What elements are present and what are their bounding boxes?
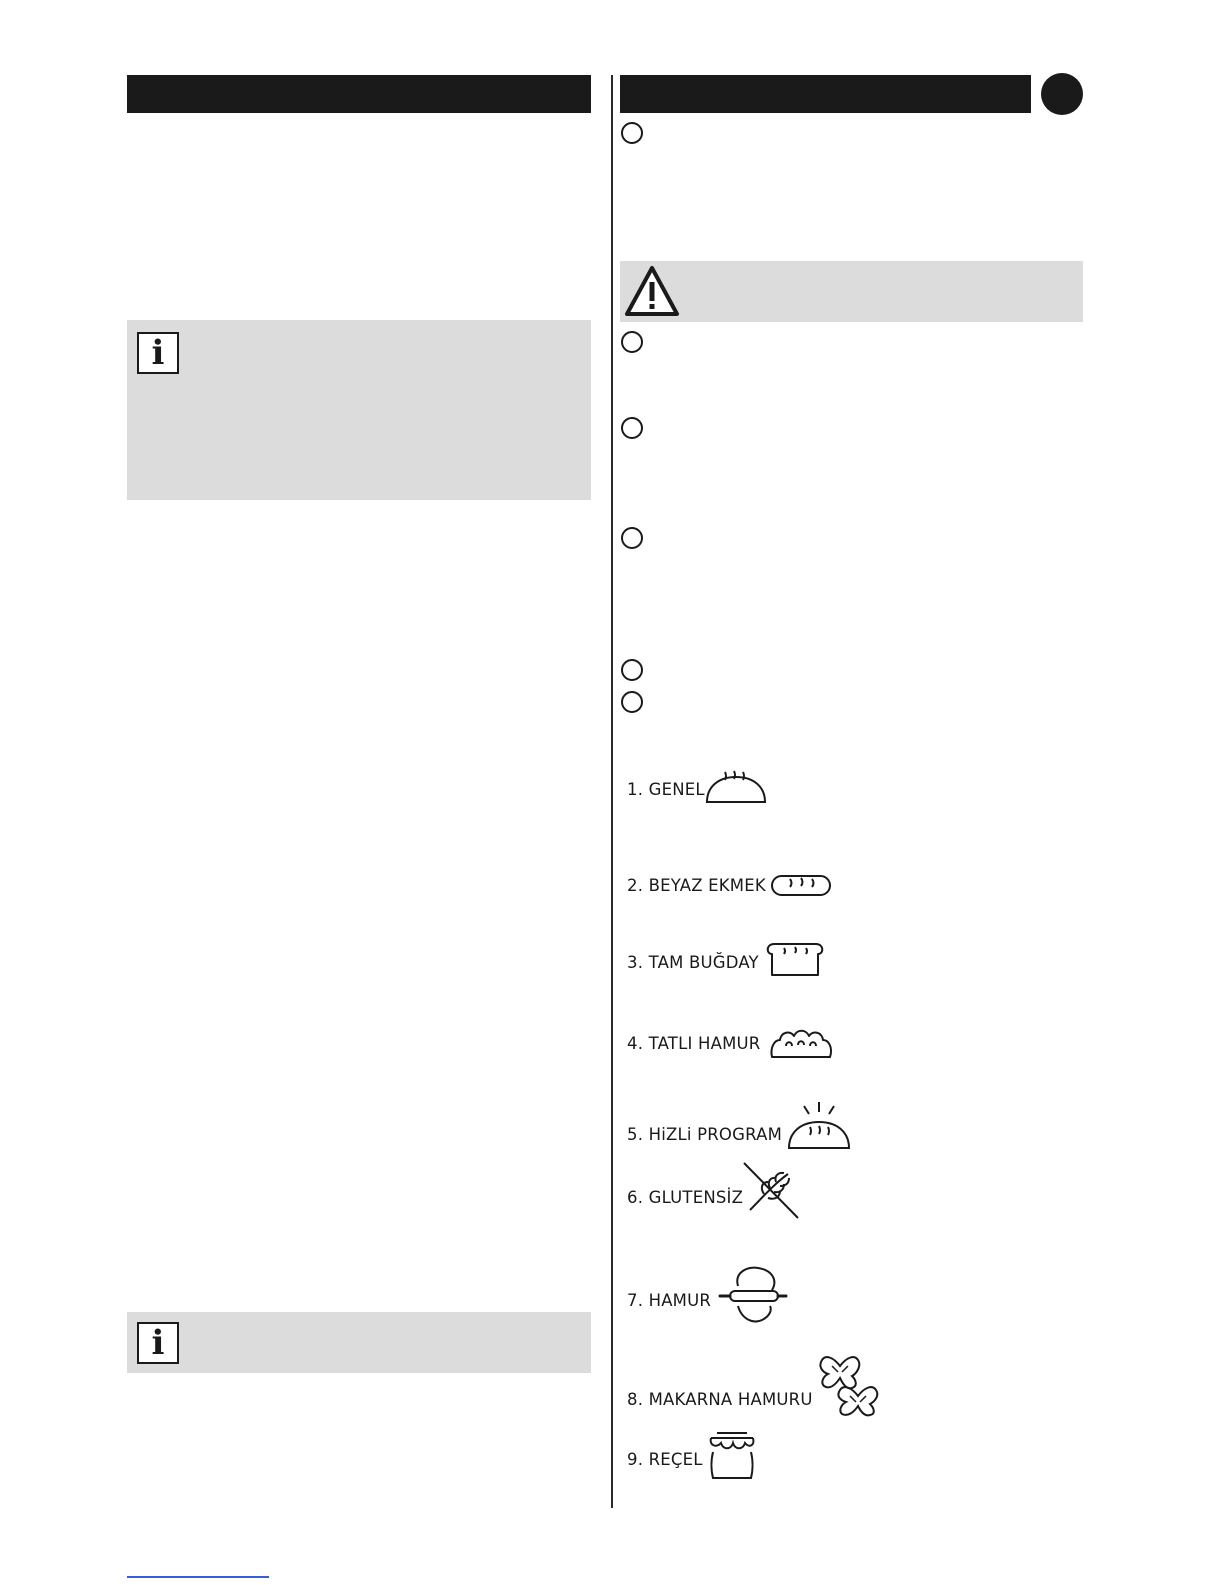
column-divider [611, 75, 613, 1508]
callout-circle [621, 691, 643, 713]
program-item-general [627, 780, 705, 799]
warning-triangle-icon [624, 265, 680, 317]
program-label: 2. BEYAZ EKMEK [627, 876, 766, 895]
callout-circle [621, 122, 643, 144]
program-item-quick [627, 1125, 782, 1144]
program-item-jam [627, 1450, 703, 1469]
info-note-box-1 [127, 320, 591, 500]
program-item-pasta-dough [627, 1390, 813, 1409]
jam-jar-icon [707, 1430, 757, 1482]
warning-box [620, 261, 1083, 322]
program-label: 6. GLUTENSİZ [627, 1188, 744, 1207]
general-bread-icon [704, 769, 768, 805]
callout-circle [621, 659, 643, 681]
program-label: 1. GENEL [627, 780, 705, 799]
info-icon: i [137, 1322, 179, 1364]
right-section-header-bar [620, 75, 1031, 113]
program-label: 5. HiZLi PROGRAM [627, 1125, 783, 1144]
program-label: 8. MAKARNA HAMURU [627, 1390, 813, 1409]
language-marker-dot [1041, 73, 1083, 115]
program-label: 9. REÇEL [627, 1450, 703, 1469]
callout-circle [621, 331, 643, 353]
sweet-bread-icon [768, 1026, 834, 1060]
program-item-whole-wheat [627, 953, 759, 972]
callout-circle [621, 527, 643, 549]
info-note-box-2 [127, 1312, 591, 1373]
left-section-header-bar [127, 75, 591, 113]
info-icon: i [137, 332, 179, 374]
program-item-sweet-dough [627, 1034, 760, 1053]
quick-bread-icon [786, 1100, 852, 1152]
whole-wheat-bread-icon [764, 940, 826, 978]
program-item-dough [627, 1291, 711, 1310]
program-item-white-bread [627, 876, 766, 895]
gluten-free-icon [740, 1160, 802, 1222]
program-label: 4. TATLI HAMUR [627, 1034, 761, 1053]
callout-circle [621, 417, 643, 439]
program-label: 3. TAM BUĞDAY [627, 953, 759, 972]
pasta-bow-icon [818, 1352, 884, 1418]
program-label: 7. HAMUR [627, 1291, 712, 1310]
footer-link-underline[interactable] [127, 1576, 269, 1578]
white-bread-icon [770, 872, 832, 898]
dough-rolling-pin-icon [718, 1264, 788, 1328]
program-item-gluten-free [627, 1188, 743, 1207]
